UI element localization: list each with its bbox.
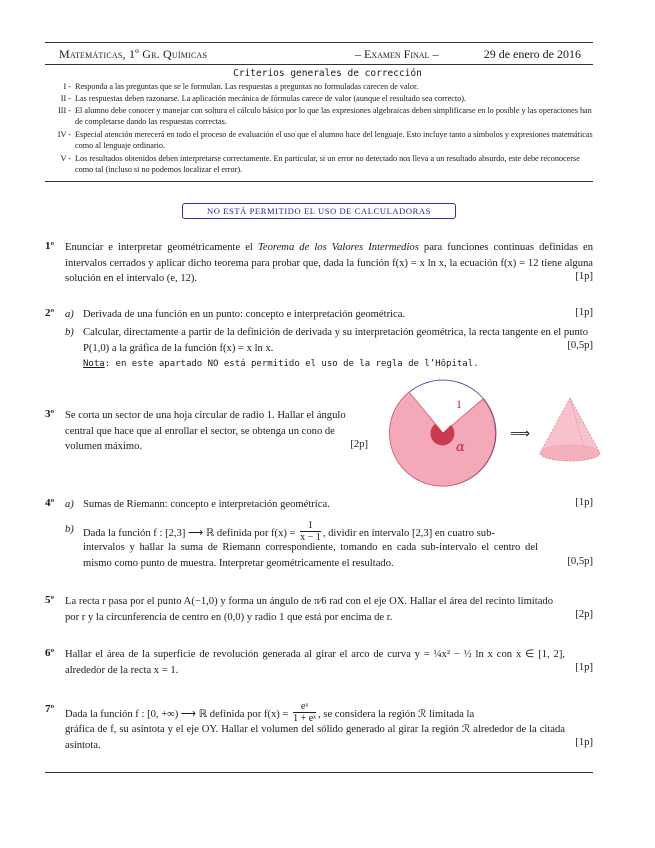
q1-theorem-name: Teorema de los Valores Intermedios bbox=[257, 242, 419, 253]
q5-points: [2p] bbox=[575, 609, 593, 620]
q6-points: [1p] bbox=[575, 662, 593, 673]
q7-frac-num: eˣ bbox=[293, 701, 316, 713]
q1-text-a: Enunciar e interpretar geométricamente el bbox=[65, 242, 258, 253]
angle-label: α bbox=[456, 440, 465, 455]
q2-a-label: a) bbox=[65, 309, 74, 320]
question-number: 1º bbox=[45, 240, 55, 252]
question-3-text: Se corta un sector de una hoja circular de radio 1. Hallar el ángulo central que hace que al enrollar el sector, se obtenga un cono de volumen máximo. bbox=[65, 410, 346, 452]
q7-fraction bbox=[293, 701, 316, 724]
header-rule bbox=[45, 64, 593, 65]
q4-frac-den: x − 1 bbox=[300, 532, 321, 543]
criteria-text: Las respuestas deben razonarse. La aplicación mecánica de fórmulas carece de valor (aunque el resultado sea correcto). bbox=[75, 94, 466, 103]
question-number: 2º bbox=[45, 307, 55, 319]
criteria-num: I - bbox=[63, 82, 71, 91]
q4-b-text-2: , dividir en intervalo [2,3] en cuatro sub- bbox=[322, 527, 495, 539]
q2-note-label: Nota bbox=[83, 359, 105, 369]
q4-b-points: [0,5p] bbox=[567, 556, 593, 567]
top-rule bbox=[45, 42, 593, 43]
criteria-text: El alumno debe conocer y manejar con soltura el cálculo básico por lo que las expresiones algebraicas deben simplificarse en lo posible y las operaciones han de completarse dando las respuestas correctas. bbox=[75, 106, 592, 126]
q4-a-text: Sumas de Riemann: concepto e interpretación geométrica. bbox=[83, 499, 330, 510]
calculator-notice: NO ESTÁ PERMITIDO EL USO DE CALCULADORAS bbox=[182, 203, 456, 219]
exam-date: 29 de enero de 2016 bbox=[483, 47, 581, 61]
question-number: 5º bbox=[45, 594, 55, 606]
criteria-num: V - bbox=[60, 154, 71, 163]
bottom-rule bbox=[45, 772, 593, 773]
subject-title: Matemáticas, 1º Gr. Químicas bbox=[59, 47, 208, 61]
criteria-text: Los resultados obtenidos deben interpretarse correctamente. En particular, si un error no detectado nos lleva a un resultado absurdo, este debe reconocerse como tal (incluso si no podemos localizar el error). bbox=[75, 154, 580, 174]
q4-b-label: b) bbox=[65, 524, 74, 535]
question-5-text: La recta r pasa por el punto A(−1,0) y forma un ángulo de π⁄6 rad con el eje OX. Hallar el área del recinto limitado por r y la circunferencia de centro en (0,0) y radio 1 que está por encima de r. bbox=[65, 596, 553, 623]
exam-title: – Examen Final – bbox=[355, 47, 439, 61]
question-number: 6º bbox=[45, 647, 55, 659]
question-number: 7º bbox=[45, 703, 55, 715]
question-6-text: Hallar el área de la superficie de revolución generada al girar el arco de curva y = ¼x² − ½ ln x con x ∈ [1, 2], alrededor de la recta x = 1. bbox=[65, 649, 565, 676]
q4-frac-num: 1 bbox=[300, 520, 321, 532]
question-number: 4º bbox=[45, 497, 55, 509]
q7-frac-den: 1 + eˣ bbox=[293, 713, 317, 724]
q4-a-points: [1p] bbox=[575, 497, 593, 508]
cone-figure bbox=[540, 398, 600, 461]
criteria-text: Responda a las preguntas que se le formulan. Las respuestas a preguntas no formuladas carecen de valor. bbox=[75, 82, 419, 91]
exam-header bbox=[45, 47, 593, 63]
q2-b-text: Calcular, directamente a partir de la definición de derivada y su interpretación geométrica, la recta tangente en el punto P(1,0) a la gráfica de la función f(x) = x ln x. bbox=[83, 327, 588, 354]
q2-note-text: : en este apartado NO está permitido el uso de la regla de l’Hôpital. bbox=[104, 359, 479, 369]
q1-text-b: para funciones continuas definidas en intervalos cerrados y aplicar dicho teorema para probar que, dada la función f(x) = x ln x, la ecuación f(x) = 12 tiene alguna solución en el intervalo (e, 12). bbox=[65, 242, 594, 284]
criteria-num: III - bbox=[58, 106, 71, 115]
implication-arrow: ⟹ bbox=[510, 426, 531, 442]
q7-text-3: gráfica de f, su asíntota y el eje OY. Hallar el volumen del sólido generado al girar la región ℛ alrededor de la citada asíntota. bbox=[65, 724, 565, 751]
radius-label: 1 bbox=[456, 397, 462, 411]
criteria-rule bbox=[45, 181, 593, 182]
sector-cone-figure bbox=[380, 378, 610, 488]
q4-b-text-3: intervalos y hallar la suma de Riemann correspondiente, tomando en cada sub-intervalo el centro del mismo como punto de muestra. Interpretar geométricamente el resultado. bbox=[83, 542, 538, 569]
question-number: 3º bbox=[45, 408, 55, 420]
q4-a-label: a) bbox=[65, 499, 74, 510]
criteria-num: II - bbox=[60, 94, 71, 103]
q3-points: [2p] bbox=[350, 439, 368, 450]
q7-points: [1p] bbox=[575, 737, 593, 748]
question-1-text bbox=[65, 240, 593, 287]
q2-a-points: [1p] bbox=[575, 307, 593, 318]
q7-text-2: , se considera la región ℛ limitada la bbox=[318, 708, 475, 720]
criteria-num: IV - bbox=[57, 130, 71, 139]
criteria-title: Criterios generales de corrección bbox=[233, 68, 422, 79]
q1-points: [1p] bbox=[575, 271, 593, 282]
q2-b-label: b) bbox=[65, 327, 74, 338]
q4-b-text-1: Dada la función f : [2,3] ⟶ ℝ definida por f(x) = bbox=[83, 527, 299, 539]
criteria-text: Especial atención merecerá en todo el proceso de evaluación el uso que el alumno hace del lenguaje. Esto incluye tanto a símbolos y expresiones matemáticas como al lenguaje ordinario. bbox=[75, 130, 593, 150]
q2-a-text: Derivada de una función en un punto: concepto e interpretación geométrica. bbox=[83, 309, 406, 320]
q2-b-points: [0,5p] bbox=[567, 340, 593, 351]
q7-text-1: Dada la función f : [0, +∞) ⟶ ℝ definida por f(x) = bbox=[65, 708, 292, 720]
